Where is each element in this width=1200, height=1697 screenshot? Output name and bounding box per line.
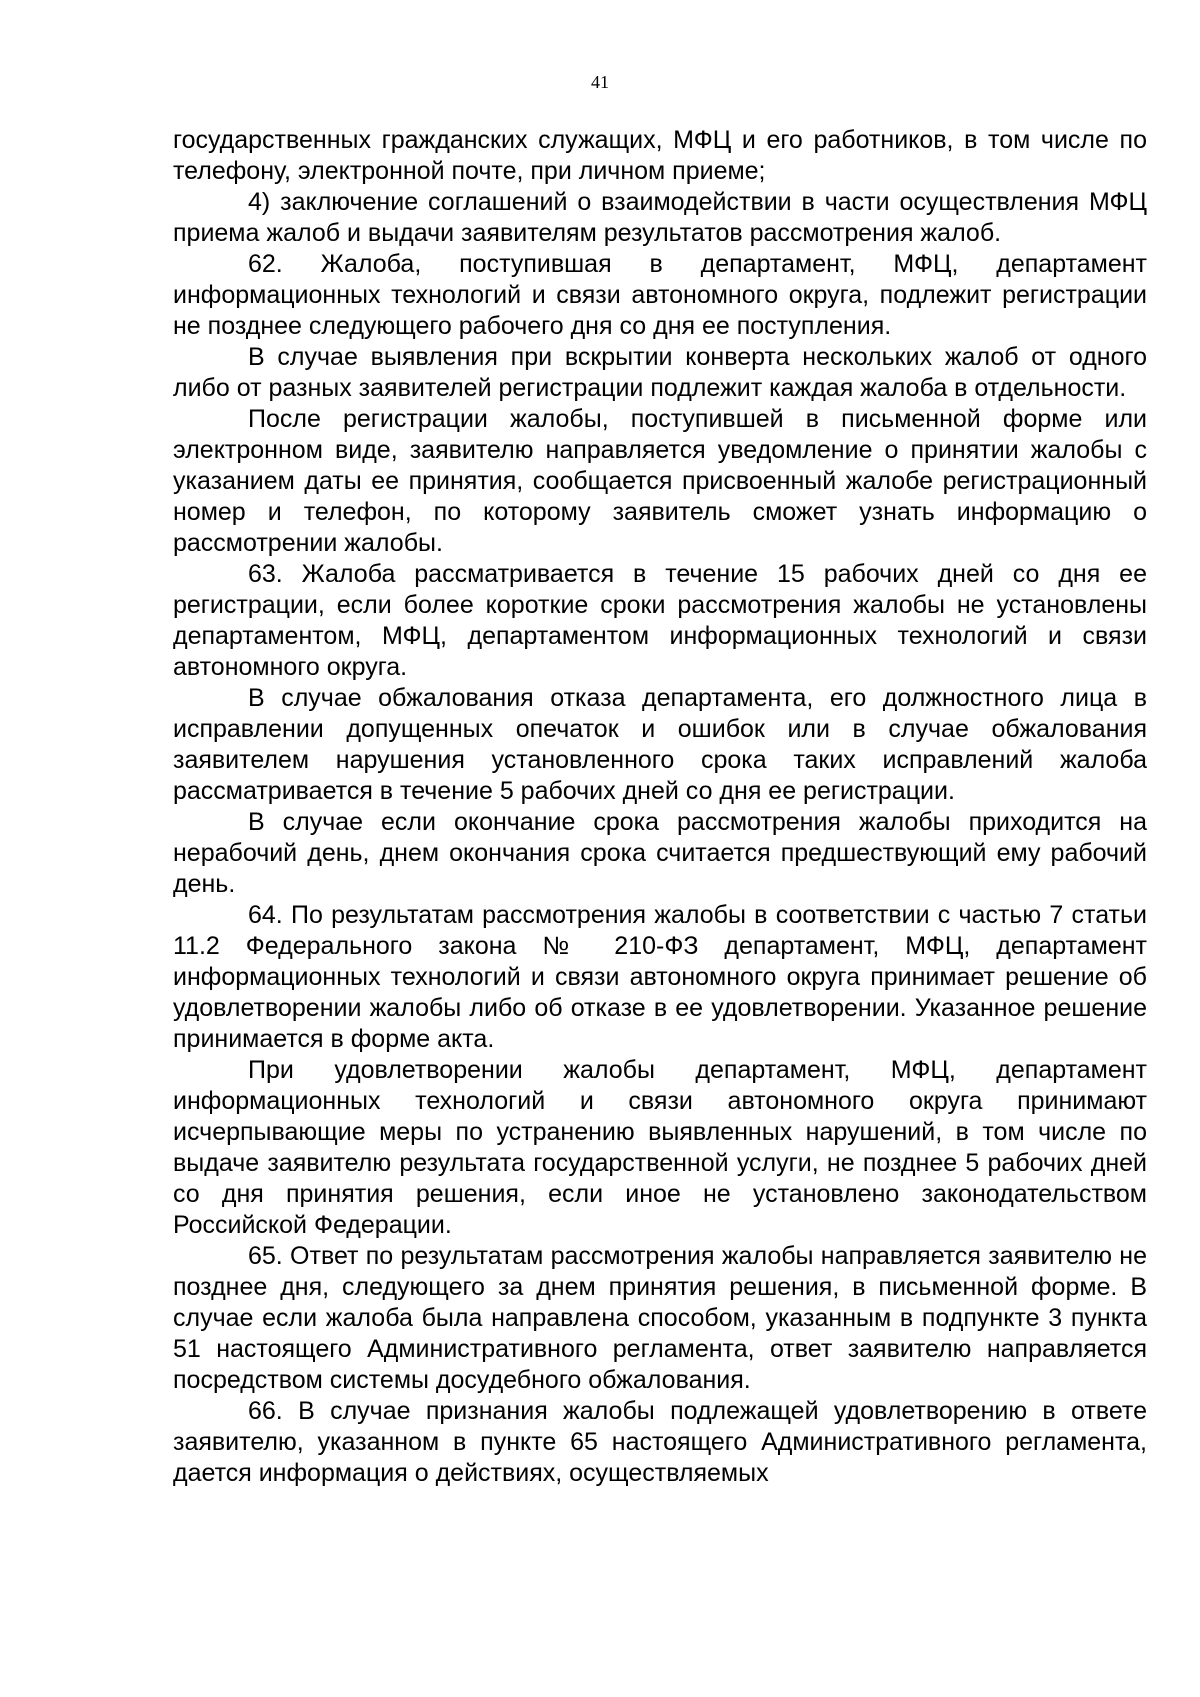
- page-number: 41: [591, 72, 609, 92]
- paragraph: При удовлетворении жалобы департамент, МФЦ, департамент информационных технологий и связи автономного округа принимают исчерпывающие меры по устранению выявленных нарушений, в том числе по выдаче заявителю результата государственной услуги, не позднее 5 рабочих дней со дня принятия решения, если иное не установлено законодательством Российской Федерации.: [173, 1056, 1147, 1239]
- paragraph: После регистрации жалобы, поступившей в письменной форме или электронном виде, заявителю направляется уведомление о принятии жалобы с указанием даты ее принятия, сообщается присвоенный жалобе регистрационный номер и телефон, по которому заявитель сможет узнать информацию о рассмотрении жалобы.: [173, 405, 1147, 557]
- paragraph: 62. Жалоба, поступившая в департамент, МФЦ, департамент информационных технологий и связи автономного округа, подлежит регистрации не позднее следующего рабочего дня со дня ее поступления.: [173, 250, 1147, 340]
- paragraph: 64. По результатам рассмотрения жалобы в соответствии с частью 7 статьи 11.2 Федерального закона № 210-ФЗ департамент, МФЦ, департамент информационных технологий и связи автономного округа принимает решение об удовлетворении жалобы либо об отказе в ее удовлетворении. Указанное решение принимается в форме акта.: [173, 901, 1147, 1053]
- paragraph: 4) заключение соглашений о взаимодействии в части осуществления МФЦ приема жалоб и выдачи заявителям результатов рассмотрения жалоб.: [173, 188, 1147, 247]
- paragraph: 65. Ответ по результатам рассмотрения жалобы направляется заявителю не позднее дня, следующего за днем принятия решения, в письменной форме. В случае если жалоба была направлена способом, указанным в подпункте 3 пункта 51 настоящего Административного регламента, ответ заявителю направляется посредством системы досудебного обжалования.: [173, 1242, 1147, 1394]
- paragraph: В случае если окончание срока рассмотрения жалобы приходится на нерабочий день, днем окончания срока считается предшествующий ему рабочий день.: [173, 808, 1147, 898]
- paragraph: 66. В случае признания жалобы подлежащей удовлетворению в ответе заявителю, указанном в пункте 65 настоящего Административного регламента, дается информация о действиях, осуществляемых: [173, 1397, 1147, 1487]
- paragraph: 63. Жалоба рассматривается в течение 15 рабочих дней со дня ее регистрации, если более короткие сроки рассмотрения жалобы не установлены департаментом, МФЦ, департаментом информационных технологий и связи автономного округа.: [173, 560, 1147, 681]
- paragraph: государственных гражданских служащих, МФЦ и его работников, в том числе по телефону, электронной почте, при личном приеме;: [173, 126, 1147, 185]
- body-text: [173, 125, 1147, 1489]
- paragraph: В случае обжалования отказа департамента, его должностного лица в исправлении допущенных опечаток и ошибок или в случае обжалования заявителем нарушения установленного срока таких исправлений жалоба рассматривается в течение 5 рабочих дней со дня ее регистрации.: [173, 684, 1147, 805]
- paragraph: В случае выявления при вскрытии конверта нескольких жалоб от одного либо от разных заявителей регистрации подлежит каждая жалоба в отдельности.: [173, 343, 1147, 402]
